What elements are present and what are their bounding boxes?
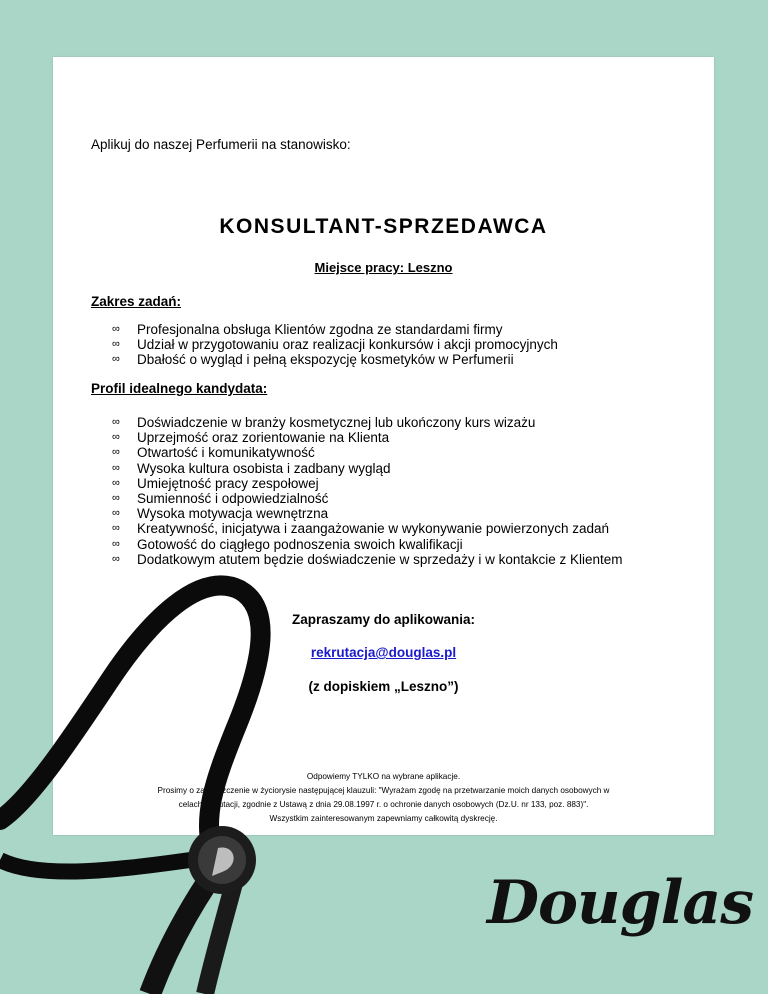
list-item: ∞ Udział w przygotowaniu oraz realizacji konkursów i akcji promocyjnych bbox=[112, 337, 558, 353]
footer-line: Wszystkim zainteresowanym zapewniamy całkowitą dyskrecję. bbox=[269, 814, 498, 823]
application-note: (z dopiskiem „Leszno”) bbox=[308, 679, 459, 694]
footer-line: celach rekrutacji, zgodnie z Ustawą z dnia 29.08.1997 r. o ochronie danych osobowych (Dz.U. nr 133, poz. 883)". bbox=[178, 800, 589, 809]
duties-list bbox=[91, 322, 558, 368]
bullet-icon: ∞ bbox=[112, 353, 120, 366]
email-link[interactable]: rekrutacja@douglas.pl bbox=[310, 645, 457, 660]
bullet-icon: ∞ bbox=[112, 552, 120, 565]
bullet-icon: ∞ bbox=[112, 476, 120, 489]
bullet-icon: ∞ bbox=[112, 431, 120, 444]
ribbon-seal-icon bbox=[0, 560, 360, 994]
list-item: ∞ Dbałość o wygląd i pełną ekspozycję kosmetyków w Perfumerii bbox=[112, 352, 514, 368]
list-item: ∞ Sumienność i odpowiedzialność bbox=[112, 491, 329, 507]
invite-text: Zapraszamy do aplikowania: bbox=[291, 612, 476, 627]
bullet-icon: ∞ bbox=[112, 522, 120, 535]
list-item: ∞ Uprzejmość oraz zorientowanie na Klienta bbox=[112, 430, 390, 446]
intro-text: Aplikuj do naszej Perfumerii na stanowisko: bbox=[91, 137, 351, 152]
bullet-icon: ∞ bbox=[112, 323, 120, 335]
duties-heading: Zakres zadań: bbox=[91, 294, 182, 309]
list-item: ∞ Umiejętność pracy zespołowej bbox=[112, 475, 319, 491]
bullet-icon: ∞ bbox=[112, 446, 120, 459]
bullet-icon: ∞ bbox=[112, 537, 120, 550]
list-item: ∞ Dodatkowym atutem będzie doświadczenie w sprzedaży i w kontakcie z Klientem bbox=[112, 551, 623, 567]
list-item: ∞ Wysoka kultura osobista i zadbany wygląd bbox=[112, 460, 391, 476]
list-item: ∞ Doświadczenie w branży kosmetycznej lub ukończony kurs wizażu bbox=[112, 415, 536, 430]
list-item: ∞ Kreatywność, inicjatywa i zaangażowanie w wykonywanie powierzonych zadań bbox=[112, 521, 609, 537]
list-item: ∞ Profesjonalna obsługa Klientów zgodna ze standardami firmy bbox=[112, 322, 503, 337]
profile-list bbox=[91, 415, 622, 567]
work-location: Miejsce pracy: Leszno bbox=[314, 260, 453, 275]
footer-line: Odpowiemy TYLKO na wybrane aplikacje. bbox=[306, 772, 461, 781]
bullet-icon: ∞ bbox=[112, 507, 120, 520]
job-title: KONSULTANT-SPRZEDAWCA bbox=[219, 215, 548, 238]
bullet-icon: ∞ bbox=[112, 416, 120, 428]
list-item: ∞ Otwartość i komunikatywność bbox=[112, 445, 315, 461]
douglas-logo: Douglas bbox=[487, 868, 754, 938]
bullet-icon: ∞ bbox=[112, 492, 120, 505]
list-item: ∞ Gotowość do ciągłego podnoszenia swoich kwalifikacji bbox=[112, 536, 463, 552]
list-item: ∞ Wysoka motywacja wewnętrzna bbox=[112, 506, 329, 522]
bullet-icon: ∞ bbox=[112, 338, 120, 351]
footer-line: Prosimy o zamieszczenie w życiorysie następującej klauzuli: "Wyrażam zgodę na przetwarzanie moich danych osobowych w bbox=[157, 786, 610, 795]
profile-heading: Profil idealnego kandydata: bbox=[91, 381, 268, 396]
bullet-icon: ∞ bbox=[112, 461, 120, 474]
